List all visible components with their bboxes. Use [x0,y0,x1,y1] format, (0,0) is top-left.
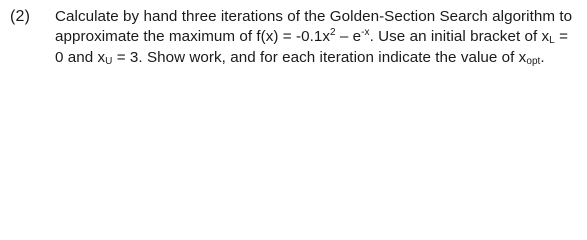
question-line-2 [55,27,585,47]
exponent: -x [361,27,370,39]
exponent: 2 [330,27,336,39]
text-fragment: . [540,48,545,66]
question-line-1: Calculate by hand three iterations of the Golden-Section Search algorithm to [55,8,573,25]
subscript: opt [526,55,541,67]
text-fragment: – e [335,28,362,46]
text-fragment: approximate the maximum of f(x) = -0.1x [55,28,330,46]
text-fragment: . Use an initial bracket of x [369,28,550,46]
problem-statement [0,0,587,81]
subscript: U [105,55,113,67]
text-fragment: = [554,28,568,46]
subscript: L [549,35,555,47]
question-line-3 [55,48,585,68]
question-number: (2) [10,8,31,25]
question-text [55,7,585,68]
text-fragment: 0 and x [55,48,106,66]
text-fragment: = 3. Show work, and for each iteration indicate the value of x [112,48,527,66]
